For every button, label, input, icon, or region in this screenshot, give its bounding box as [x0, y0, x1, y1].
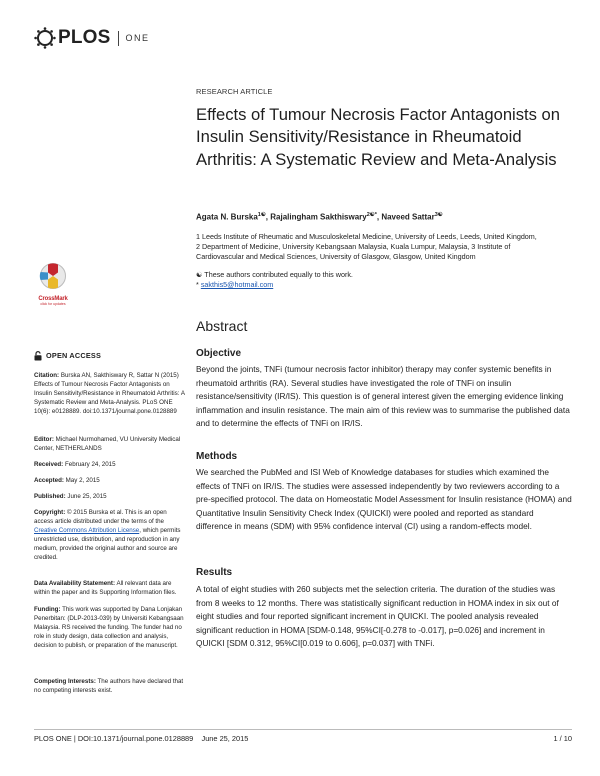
- received-label: Received:: [34, 461, 64, 468]
- editor-label: Editor:: [34, 436, 54, 443]
- logo-separator: [118, 31, 119, 46]
- received-date: February 24, 2015: [64, 461, 116, 468]
- crossmark-icon: [38, 262, 68, 290]
- affiliation-line: 1 Leeds Institute of Rheumatic and Musculoskeletal Medicine, University of Leeds, Leeds, United Kingdom,: [196, 232, 537, 241]
- corresponding-email-line: [196, 280, 572, 290]
- author-sup: 3☯: [434, 212, 443, 218]
- logo-journal: ONE: [125, 33, 150, 43]
- plos-logo-icon: [34, 27, 56, 49]
- results-heading: Results: [196, 567, 233, 578]
- author-notes: [196, 270, 572, 291]
- accepted-block: [34, 476, 186, 485]
- article-type: RESEARCH ARTICLE: [196, 87, 273, 96]
- crossmark-label: CrossMark: [38, 296, 68, 302]
- funding-text: This work was supported by Dana Lonjakan Penerbitan: (DLP-2013-039) by Universiti Kebangsaan Malaysia. RS received the funding. The funder had no role in study design, data collection and analysis, decision to publish, or preparation of the manuscript.: [34, 606, 184, 650]
- author-name[interactable]: Rajalingham Sakthiswary: [270, 212, 367, 222]
- data-availability-label: Data Availability Statement:: [34, 580, 116, 587]
- editor-block: [34, 435, 186, 453]
- copyright-block: [34, 508, 186, 563]
- competing-label: Competing Interests:: [34, 678, 96, 685]
- page-number: 1 / 10: [553, 734, 572, 743]
- accepted-label: Accepted:: [34, 477, 64, 484]
- published-date: June 25, 2015: [67, 493, 107, 500]
- affiliations: [196, 232, 572, 262]
- received-block: [34, 460, 186, 469]
- author-sup: 2☯*: [366, 212, 377, 218]
- cc-license-link[interactable]: Creative Commons Attribution License: [34, 527, 140, 535]
- competing-text: The authors have declared that no competing interests exist.: [34, 678, 184, 695]
- author-name[interactable]: Naveed Sattar: [381, 212, 435, 222]
- affiliation-line: Cardiovascular and Medical Sciences, University of Glasgow, Glasgow, United Kingdom: [196, 252, 476, 262]
- abstract-heading: Abstract: [196, 318, 248, 334]
- author-name[interactable]: Agata N. Burska: [196, 212, 258, 222]
- author-sup: 1☯: [257, 212, 266, 218]
- published-label: Published:: [34, 493, 66, 500]
- copyright-label: Copyright:: [34, 509, 66, 516]
- methods-body: We searched the PubMed and ISI Web of Knowledge databases for studies which examined the effects of TNFi on IR/IS. The studies were assessed independently by two reviewers according to a pre-specified protocol. The data on Homeostatic Model Assessment for Insulin resistance (HOMA) and Quantitative Insulin Sensitivity Check Index (QUICKI) were pooled and reported as standard difference in means (SDM) with 95% confidence interval (CI) using a random-effects model.: [196, 467, 572, 532]
- accepted-date: May 2, 2015: [65, 477, 100, 484]
- citation-text: Burska AN, Sakthiswary R, Sattar N (2015) Effects of Tumour Necrosis Factor Antagonists on Insulin Sensitivity/Resistance in Rheumatoid Arthritis: A Systematic Review and Meta-Analysis. PLoS ONE 10(6): e0128889. doi:10.1371/journal.pone.0128889: [34, 372, 185, 416]
- crossmark-badge[interactable]: [36, 262, 70, 306]
- footer-divider: [34, 729, 572, 730]
- open-access-label: OPEN ACCESS: [46, 351, 102, 361]
- objective-body: Beyond the joints, TNFi (tumour necrosis factor inhibitor) therapy may confer systemic benefits in rheumatoid arthritis (RA). Several studies have investigated the role of TNFi on insulin resistance/sensitivity (IR/IS). This question is of general interest given the emerging evidence linking inflammation and insulin resistance. The main aim of this review was to summarise the published data and to determine the effects of TNFi on IR/IS.: [196, 364, 570, 429]
- copyright-text-pre: © 2015 Burska et al. This is an open access article distributed under the terms of the: [34, 509, 167, 526]
- editor-text: Michael Nurmohamed, VU University Medical Center, NETHERLANDS: [34, 436, 181, 453]
- equal-contribution-note: ☯ These authors contributed equally to this work.: [196, 270, 353, 279]
- footer-citation: PLOS ONE | DOI:10.1371/journal.pone.0128889 June 25, 2015: [34, 734, 249, 743]
- published-block: [34, 492, 186, 501]
- funding-label: Funding:: [34, 606, 61, 613]
- article-title: Effects of Tumour Necrosis Factor Antagonists on Insulin Sensitivity/Resistance in Rheumatoid Arthritis: A Systematic Review and Meta-Analysis: [196, 105, 561, 169]
- funding-block: [34, 605, 186, 650]
- copyright-text-post: , which permits unrestricted use, distribution, and reproduction in any medium, provided the original author and source are credited.: [34, 527, 181, 562]
- methods-heading: Methods: [196, 451, 238, 462]
- affiliation-line: 2 Department of Medicine, University Kebangsaan Malaysia, Kuala Lumpur, Malaysia, 3 Institute of: [196, 242, 511, 252]
- logo-text: PLOS: [58, 27, 111, 48]
- objective-heading: Objective: [196, 348, 242, 359]
- data-availability-text: All relevant data are within the paper and its Supporting Information files.: [34, 580, 177, 597]
- page-footer: [34, 734, 572, 743]
- plos-logo: [34, 24, 150, 52]
- citation-label: Citation:: [34, 372, 60, 379]
- crossmark-sub: click for updates: [40, 302, 66, 306]
- corresponding-email-link[interactable]: sakthis5@hotmail.com: [200, 280, 274, 290]
- corresponding-star: *: [196, 280, 199, 290]
- open-lock-icon: [34, 351, 42, 361]
- citation-block: [34, 371, 186, 416]
- data-availability-block: [34, 579, 186, 597]
- author-list: Agata N. Burska$^{1☯}$, Rajalingham Sakthiswary$^{2☯*}$, Naveed Sattar$^{3☯}$: [196, 212, 443, 222]
- competing-interests-block: [34, 677, 186, 695]
- results-body: A total of eight studies with 260 subjects met the selection criteria. The duration of the studies was from 8 weeks to 12 months. There was statistically significant reduction in HOMA index in six out of eight studies and four reported significant increment in QUICKI. The pooled analysis revealed significant reduction in HOMA [SDM-0.148, 95%CI[-0.278 to -0.017], p=0.026] and increment in QUICKI [SDM 0.312, 95%CI[0.019 to 0.606], p=0.037] with TNFi.: [196, 584, 559, 649]
- open-access-badge: [34, 351, 186, 361]
